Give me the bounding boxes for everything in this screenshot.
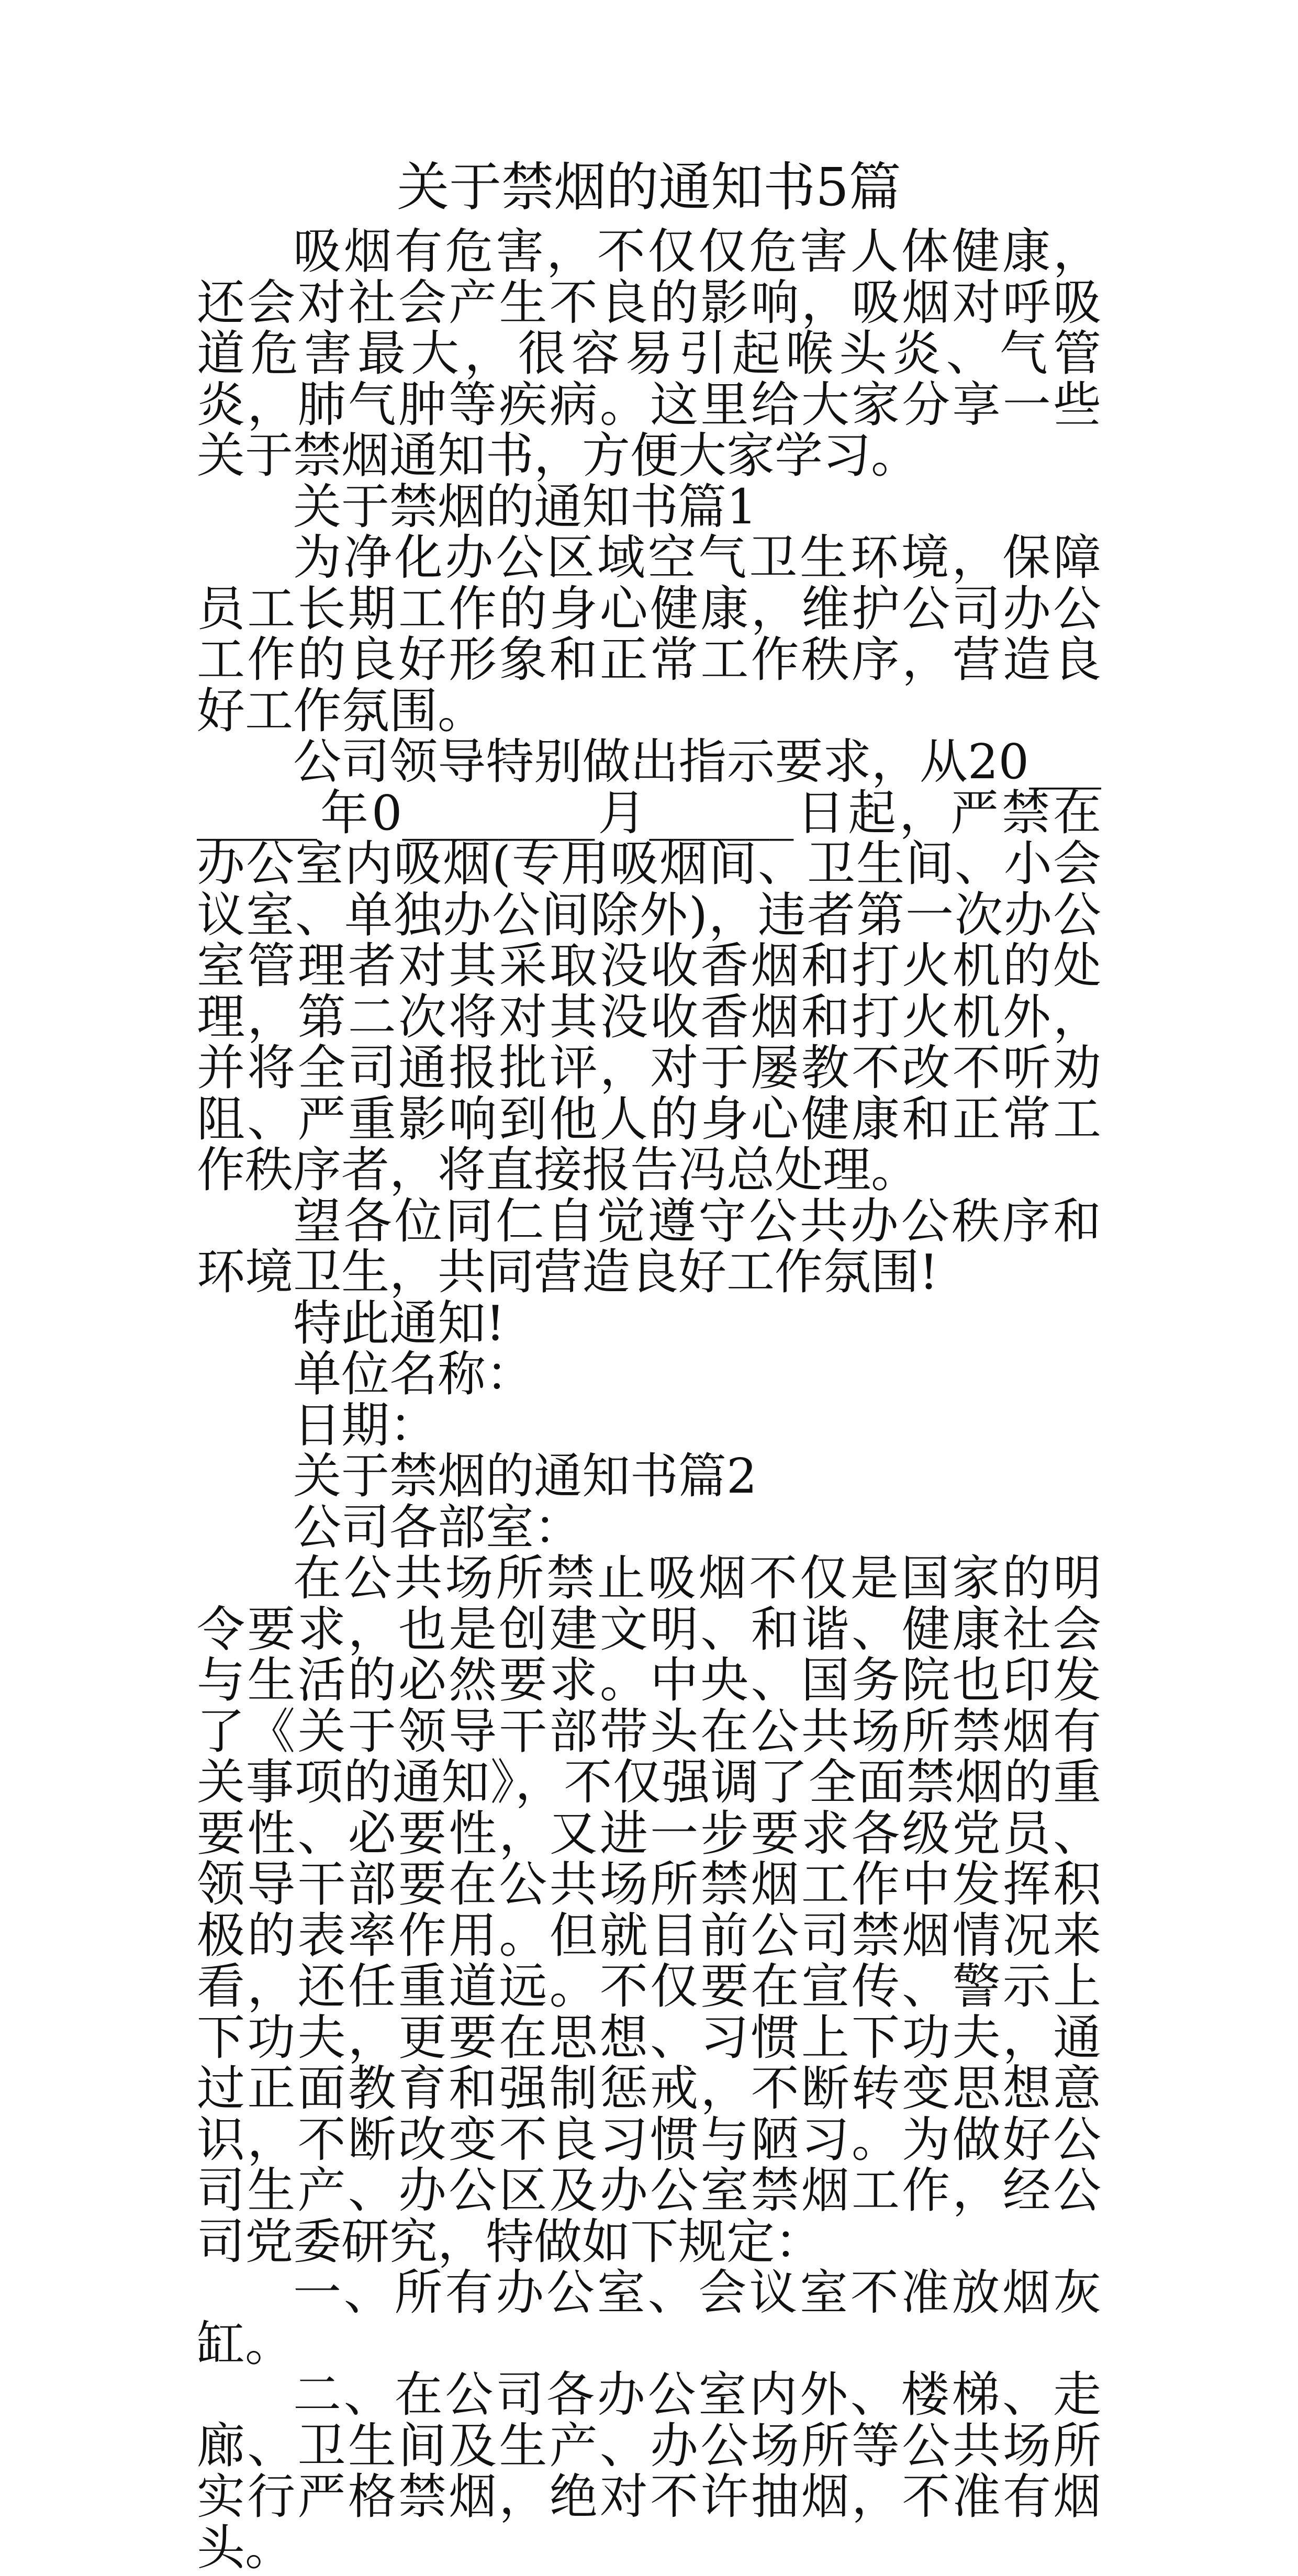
- paragraph: 公司领导特别做出指示要求，从20________年0________月______日起，严禁在办公室内吸烟(专用吸烟间、卫生间、小会议室、单独办公间除外)，违者第一次办公室管理者对其采取没收香烟和打火机的处理，第二次将对其没收香烟和打火机外，并将全司通报批评，对于屡教不改不听劝阻、严重影响到他人的身心健康和正常工作秩序者，将直接报告冯总处理。: [197, 734, 1101, 1198]
- paragraph: 为净化办公区域空气卫生环境，保障员工长期工作的身心健康，维护公司办公工作的良好形象和正常工作秩序，营造良好工作氛围。: [197, 530, 1101, 739]
- document-title: 关于禁烟的通知书5篇: [397, 156, 901, 218]
- rule-item-1: 一、所有办公室、会议室不准放烟灰缸。: [197, 2265, 1101, 2372]
- intro-paragraph: 吸烟有危害，不仅仅危害人体健康，还会对社会产生不良的影响，吸烟对呼吸道危害最大，很容易引起喉头炎、气管炎，肺气肿等疾病。这里给大家分享一些关于禁烟通知书，方便大家学习。: [197, 223, 1101, 484]
- section-heading-1: 关于禁烟的通知书篇1: [293, 478, 757, 535]
- paragraph: 望各位同仁自觉遵守公共办公秩序和环境卫生，共同营造良好工作氛围!: [197, 1193, 1101, 1300]
- unit-name-label: 单位名称：: [293, 1346, 534, 1402]
- date-label: 日期：: [293, 1397, 438, 1453]
- salutation: 公司各部室：: [293, 1499, 583, 1555]
- paragraph: 在公共场所禁止吸烟不仅是国家的明令要求，也是创建文明、和谐、健康社会与生活的必然要求。中央、国务院也印发了《关于领导干部带头在公共场所禁烟有关事项的通知》，不仅强调了全面禁烟的重要性、必要性，又进一步要求各级党员、领导干部要在公共场所禁烟工作中发挥积极的表率作用。但就目前公司禁烟情况来看，还任重道远。不仅要在宣传、警示上下功夫，更要在思想、习惯上下功夫，通过正面教育和强制惩戒，不断转变思想意识，不断改变不良习惯与陋习。为做好公司生产、办公区及办公室禁烟工作，经公司党委研究，特做如下规定：: [197, 1550, 1101, 2270]
- section-heading-2: 关于禁烟的通知书篇2: [293, 1448, 757, 1504]
- notice-closing: 特此通知!: [293, 1295, 505, 1351]
- document-body: [197, 223, 1101, 2576]
- rule-item-2: 二、在公司各办公室内外、楼梯、走廊、卫生间及生产、办公场所等公共场所实行严格禁烟，绝对不许抽烟，不准有烟头。: [197, 2367, 1101, 2576]
